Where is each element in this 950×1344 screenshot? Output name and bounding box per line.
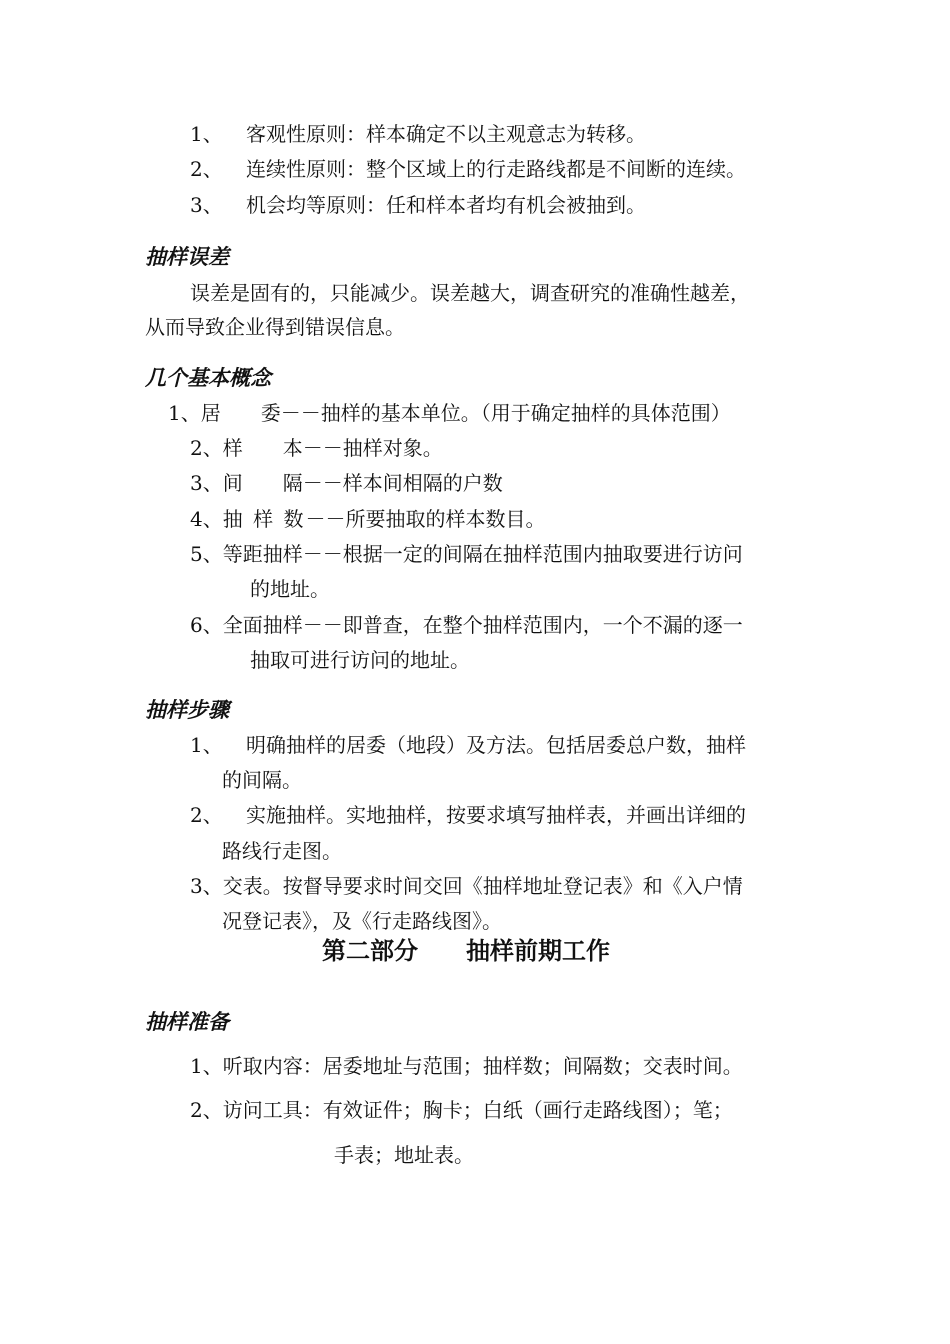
step-item: [190, 733, 746, 757]
step-text: 实施抽样。实地抽样，按要求填写抽样表，并画出详细的: [246, 803, 746, 827]
concept-continuation: 抽取可进行访问的地址。: [250, 648, 470, 672]
concept-term: 样 本: [222, 436, 303, 460]
concept-term: 间 隔: [222, 471, 303, 495]
concept-term: 抽 样 数: [222, 507, 306, 531]
principle-item: [190, 193, 646, 217]
step-item: [190, 874, 743, 898]
concept-item: [190, 507, 545, 531]
item-number: 2、: [190, 1098, 223, 1122]
concept-definition: －－抽样的基本单位。（用于确定抽样的具体范围）: [280, 401, 731, 425]
step-text: 明确抽样的居委（地段）及方法。包括居委总户数，抽样: [246, 733, 746, 757]
item-text: 连续性原则：整个区域上的行走路线都是不间断的连续。: [246, 157, 746, 181]
item-number: 4、: [190, 507, 223, 531]
item-text: 机会均等原则：任和样本者均有机会被抽到。: [246, 193, 646, 217]
preparation-item: [190, 1098, 733, 1122]
part-title: 第二部分 抽样前期工作: [322, 937, 610, 965]
section-heading-sampling-error: 抽样误差: [145, 244, 229, 269]
item-number: 3、: [190, 874, 223, 898]
concept-item: [190, 436, 443, 460]
item-number: 1、: [190, 733, 223, 757]
step-continuation: 的间隔。: [222, 768, 302, 792]
concept-definition: －－所要抽取的样本数目。: [305, 507, 546, 531]
concept-item: [190, 471, 503, 495]
principle-item: [190, 122, 646, 146]
concept-definition: －－根据一定的间隔在抽样范围内抽取要进行访问: [302, 542, 743, 566]
step-item: [190, 803, 746, 827]
item-number: 3、: [190, 193, 223, 217]
preparation-text: 访问工具：有效证件；胸卡；白纸（画行走路线图）；笔；: [222, 1098, 733, 1122]
step-continuation: 况登记表》，及《行走路线图》。: [222, 909, 502, 933]
concept-continuation: 的地址。: [250, 577, 330, 601]
item-number: 1、: [168, 401, 201, 425]
preparation-item: [190, 1054, 743, 1078]
item-number: 1、: [190, 1054, 223, 1078]
section-heading-steps: 抽样步骤: [145, 697, 229, 722]
concept-definition: －－即普查，在整个抽样范围内，一个不漏的逐一: [302, 613, 743, 637]
concept-term: 居 委: [200, 401, 281, 425]
item-number: 2、: [190, 803, 223, 827]
item-number: 5、: [190, 542, 223, 566]
concept-term: 全面抽样: [222, 613, 303, 637]
preparation-text: 听取内容：居委地址与范围；抽样数；间隔数；交表时间。: [222, 1054, 743, 1078]
item-number: 6、: [190, 613, 223, 637]
section-heading-concepts: 几个基本概念: [145, 365, 271, 390]
item-number: 1、: [190, 122, 223, 146]
item-number: 2、: [190, 157, 223, 181]
concept-term: 等距抽样: [222, 542, 303, 566]
concept-definition: －－样本间相隔的户数: [302, 471, 503, 495]
preparation-continuation: 手表；地址表。: [334, 1143, 474, 1167]
item-number: 3、: [190, 471, 223, 495]
step-continuation: 路线行走图。: [222, 839, 342, 863]
item-text: 客观性原则：样本确定不以主观意志为转移。: [246, 122, 646, 146]
paragraph-line: 误差是固有的，只能减少。误差越大，调查研究的准确性越差，: [190, 281, 750, 305]
concept-item: [190, 542, 743, 566]
paragraph-line: 从而导致企业得到错误信息。: [145, 315, 405, 339]
concept-item: [168, 401, 731, 425]
concept-item: [190, 613, 743, 637]
principle-item: [190, 157, 746, 181]
concept-definition: －－抽样对象。: [302, 436, 443, 460]
section-heading-preparation: 抽样准备: [145, 1009, 229, 1034]
step-text: 交表。按督导要求时间交回《抽样地址登记表》和《入户情: [222, 874, 743, 898]
item-number: 2、: [190, 436, 223, 460]
